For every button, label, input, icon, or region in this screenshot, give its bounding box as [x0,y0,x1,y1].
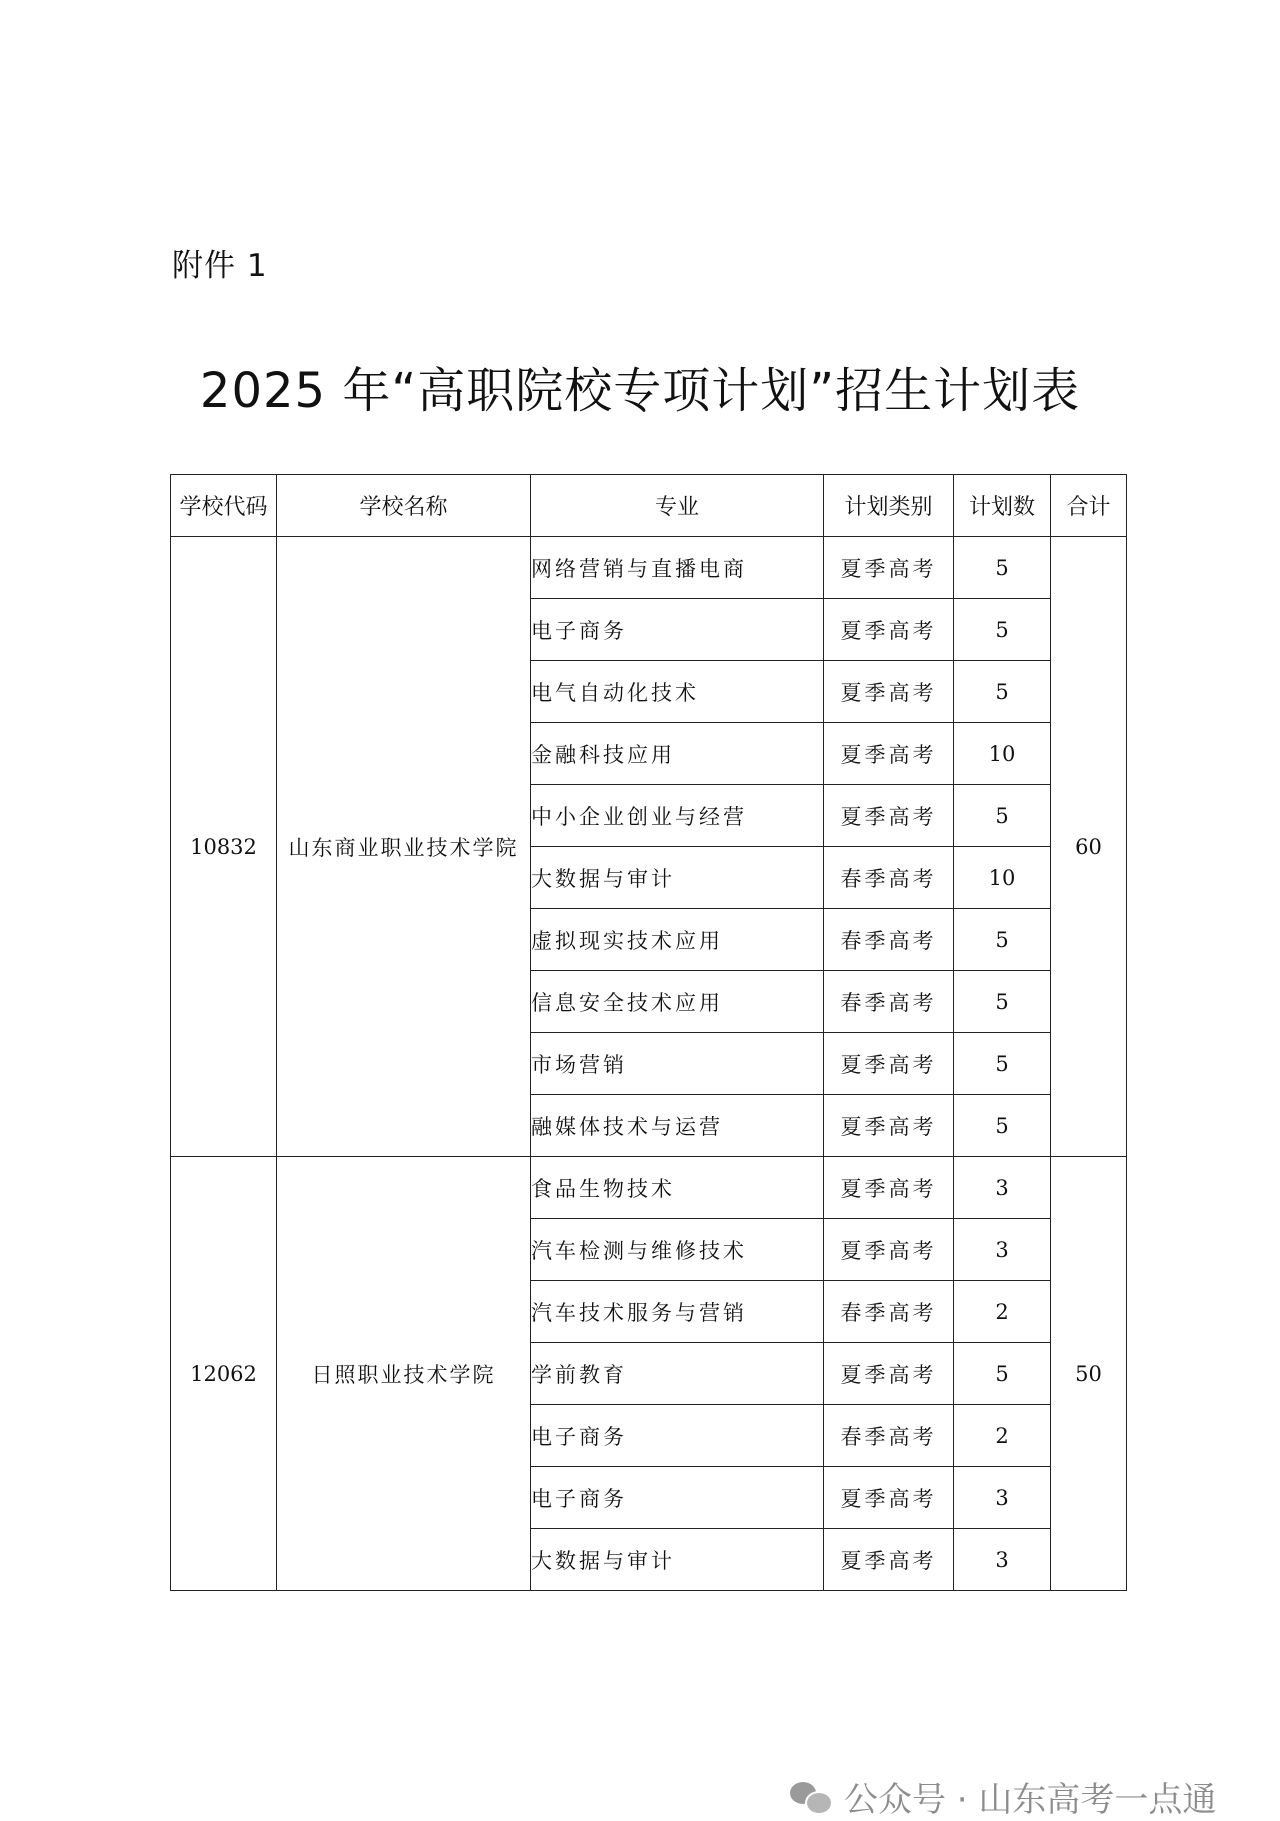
major-cell: 汽车技术服务与营销 [531,1281,824,1343]
school-name-cell: 山东商业职业技术学院 [277,537,531,1157]
school-code-cell: 10832 [171,537,277,1157]
school-name-cell: 日照职业技术学院 [277,1157,531,1591]
header-plan-type: 计划类别 [824,475,954,537]
plan-count-cell: 3 [954,1219,1051,1281]
major-cell: 市场营销 [531,1033,824,1095]
major-cell: 电气自动化技术 [531,661,824,723]
table-row [171,537,1127,599]
major-cell: 金融科技应用 [531,723,824,785]
plan-type-cell: 夏季高考 [824,599,954,661]
plan-type-cell: 夏季高考 [824,723,954,785]
major-cell: 大数据与审计 [531,847,824,909]
header-plan-count: 计划数 [954,475,1051,537]
plan-type-cell: 春季高考 [824,1405,954,1467]
plan-type-cell: 春季高考 [824,909,954,971]
table-row [171,1157,1127,1219]
header-major: 专业 [531,475,824,537]
attachment-label: 附件 1 [172,248,268,284]
plan-type-cell: 春季高考 [824,1281,954,1343]
total-cell: 50 [1051,1157,1127,1591]
plan-type-cell: 夏季高考 [824,1529,954,1591]
total-cell: 60 [1051,537,1127,1157]
plan-type-cell: 夏季高考 [824,1033,954,1095]
plan-type-cell: 夏季高考 [824,1343,954,1405]
plan-count-cell: 5 [954,1343,1051,1405]
plan-count-cell: 5 [954,909,1051,971]
plan-count-cell: 5 [954,599,1051,661]
plan-count-cell: 5 [954,1095,1051,1157]
plan-count-cell: 5 [954,537,1051,599]
plan-count-cell: 5 [954,1033,1051,1095]
plan-type-cell: 夏季高考 [824,1157,954,1219]
watermark-text: 公众号 · 山东高考一点通 [844,1780,1217,1820]
plan-type-cell: 夏季高考 [824,785,954,847]
plan-count-cell: 2 [954,1281,1051,1343]
major-cell: 虚拟现实技术应用 [531,909,824,971]
plan-count-cell: 10 [954,847,1051,909]
major-cell: 网络营销与直播电商 [531,537,824,599]
page-title: 2025 年“高职院校专项计划”招生计划表 [199,363,1081,419]
major-cell: 电子商务 [531,599,824,661]
header-school-code: 学校代码 [171,475,277,537]
plan-count-cell: 5 [954,785,1051,847]
major-cell: 融媒体技术与运营 [531,1095,824,1157]
plan-type-cell: 春季高考 [824,847,954,909]
plan-count-cell: 5 [954,661,1051,723]
plan-count-cell: 5 [954,971,1051,1033]
major-cell: 信息安全技术应用 [531,971,824,1033]
enrollment-plan-table [170,474,1127,1591]
major-cell: 食品生物技术 [531,1157,824,1219]
major-cell: 中小企业创业与经营 [531,785,824,847]
plan-type-cell: 夏季高考 [824,1467,954,1529]
school-code-cell: 12062 [171,1157,277,1591]
plan-count-cell: 10 [954,723,1051,785]
major-cell: 电子商务 [531,1467,824,1529]
watermark [790,1772,1216,1821]
plan-count-cell: 2 [954,1405,1051,1467]
plan-type-cell: 夏季高考 [824,537,954,599]
plan-type-cell: 夏季高考 [824,1095,954,1157]
plan-type-cell: 夏季高考 [824,661,954,723]
header-total: 合计 [1051,475,1127,537]
major-cell: 大数据与审计 [531,1529,824,1591]
major-cell: 学前教育 [531,1343,824,1405]
plan-count-cell: 3 [954,1529,1051,1591]
table-header-row [171,475,1127,537]
plan-count-cell: 3 [954,1157,1051,1219]
header-school-name: 学校名称 [277,475,531,537]
plan-count-cell: 3 [954,1467,1051,1529]
wechat-icon [790,1780,832,1814]
plan-type-cell: 春季高考 [824,971,954,1033]
plan-type-cell: 夏季高考 [824,1219,954,1281]
major-cell: 电子商务 [531,1405,824,1467]
major-cell: 汽车检测与维修技术 [531,1219,824,1281]
